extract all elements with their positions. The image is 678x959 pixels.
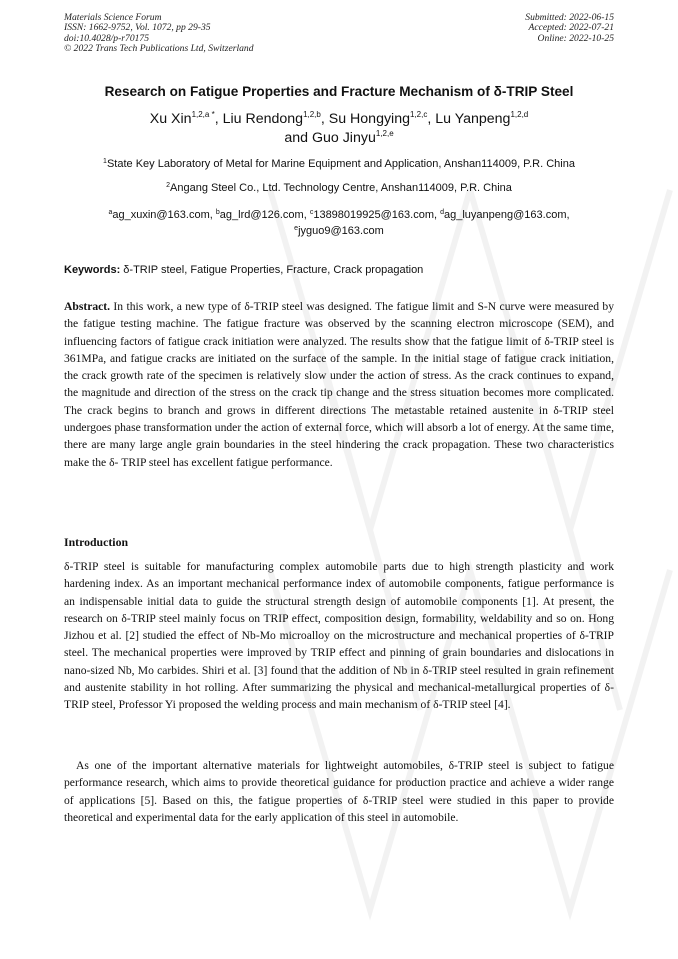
keywords-label: Keywords: [64,264,121,276]
affiliation-sup: 2 [166,182,171,189]
author-separator: , [214,111,223,127]
abstract-paragraph [64,298,614,471]
abstract-text: In this work, a new type of δ-TRIP steel was designed. The fatigue limit and S-N curve were measured by the fatigue testing machine. The fatigue fracture was observed by the scanning electron microscope (SEM), and influencing factors of fatigue crack initiation were analyzed. The results show that the fatigue limit of δ-TRIP steel is 361MPa, and fatigue cracks are initiated on the surface of the sample. In the initial stage of fatigue crack initiation, the crack growth rate of the specimen is relatively slow under the action of stress. As the crack continues to expand, the magnitude and direction of the stress on the crack tip change and the stress situation becomes more complicated. The crack begins to branch and grows in different directions The metastable retained austenite in δ-TRIP steel undergoes phase transformation under the action of external force, which will absorb a lot of energy. At the same time, there are many large angle grain boundaries in the steel hindering the crack propagation. These two characteristics make the δ- TRIP steel has excellent fatigue performance. [64,300,614,469]
author-name: and Guo Jinyu [284,130,376,146]
copyright-line: © 2022 Trans Tech Publications Ltd, Switzerland [64,43,254,55]
author-list [60,110,618,148]
affiliation-2 [0,182,678,194]
author-affil-sup: 1,2,d [510,110,529,119]
keywords-line [64,264,423,276]
affiliation-text: Angang Steel Co., Ltd. Technology Centre, Anshan114009, P.R. China [170,182,512,194]
author-separator: , [320,111,329,127]
section-heading-introduction: Introduction [64,535,129,549]
header-right [525,13,614,44]
affiliation-text: State Key Laboratory of Metal for Marine Equipment and Application, Anshan114009, P.R. China [106,158,575,170]
author-separator: , [427,111,436,127]
email-sup: c [309,209,314,216]
author-name: Liu Rendong [222,111,304,127]
introduction-paragraph-1: δ-TRIP steel is suitable for manufacturing complex automobile parts due to high strength plasticity and work hardening index. As an important mechanical performance index of automobile components, fatigue performance is an indispensable initial data to guide the structural strength design of automobile components [1]. At present, the research on δ-TRIP steel mainly focus on TRIP effect, composition design, formability, weldability and so on. Hong Jizhou et al. [2] studied the effect of Nb-Mo microalloy on the microstructure and mechanical properties of δ-TRIP steel. The mechanical properties were improved by TRIP effect and pinning of grain boundaries and dislocations in nano-sized Nb, Mo carbides. Shiri et al. [3] found that the addition of Nb in δ-TRIP steel resulted in grain refinement and austenite stability in hot rolling. After summarizing the physical and mechanical-metallurgical properties of δ-TRIP steel, Professor Yi proposed the welding process and main mechanism of δ-TRIP steel [4]. [64,560,614,712]
doi-line: doi:10.4028/p-r70175 [64,32,150,44]
header-left [64,13,254,55]
issn-line: ISSN: 1662-9752, Vol. 1072, pp 29-35 [64,22,211,34]
journal-name: Materials Science Forum [64,12,162,23]
accepted-date: Accepted: 2022-07-21 [528,22,614,34]
paper-title: Research on Fatigue Properties and Fracture Mechanism of δ-TRIP Steel [104,84,574,99]
introduction-paragraph-2: As one of the important alternative materials for lightweight automobiles, δ-TRIP steel is subject to fatigue performance research, which aims to provide theoretical guidance for production practice and achieve a wider range of applications [5]. Based on this, the fatigue properties of δ-TRIP steel were studied in this paper to provide theoretical and experimental data for the early application of this steel in automobile. [64,759,614,824]
author-name: Su Hongying [328,111,410,127]
online-date: Online: 2022-10-25 [537,32,614,44]
author-name: Xu Xin [149,111,192,127]
author-affil-sup: 1,2,c [410,110,428,119]
email-link[interactable]: ag_lrd@126.com, [219,209,310,221]
email-sup: e [294,225,299,232]
keywords-text: δ-TRIP steel, Fatigue Properties, Fracture, Crack propagation [120,264,424,276]
email-sup: b [215,209,220,216]
affiliation-sup: 1 [103,158,107,165]
author-affil-sup: 1,2,e [375,129,394,138]
email-link[interactable]: 13898019925@163.com, [313,209,441,221]
author-name: Lu Yanpeng [435,111,511,127]
email-link[interactable]: ag_luyanpeng@163.com, [444,209,570,221]
email-sup: d [440,209,444,216]
affiliation-1 [0,158,678,170]
submitted-date: Submitted: 2022-06-15 [525,12,614,23]
email-link[interactable]: jyguo9@163.com [298,225,384,237]
author-affil-sup: 1,2,b [303,110,321,119]
abstract-label: Abstract. [64,300,111,313]
email-list [64,207,614,239]
author-affil-sup: 1,2,a * [191,110,215,119]
email-sup: a [108,209,113,216]
email-link[interactable]: ag_xuxin@163.com, [112,209,216,221]
